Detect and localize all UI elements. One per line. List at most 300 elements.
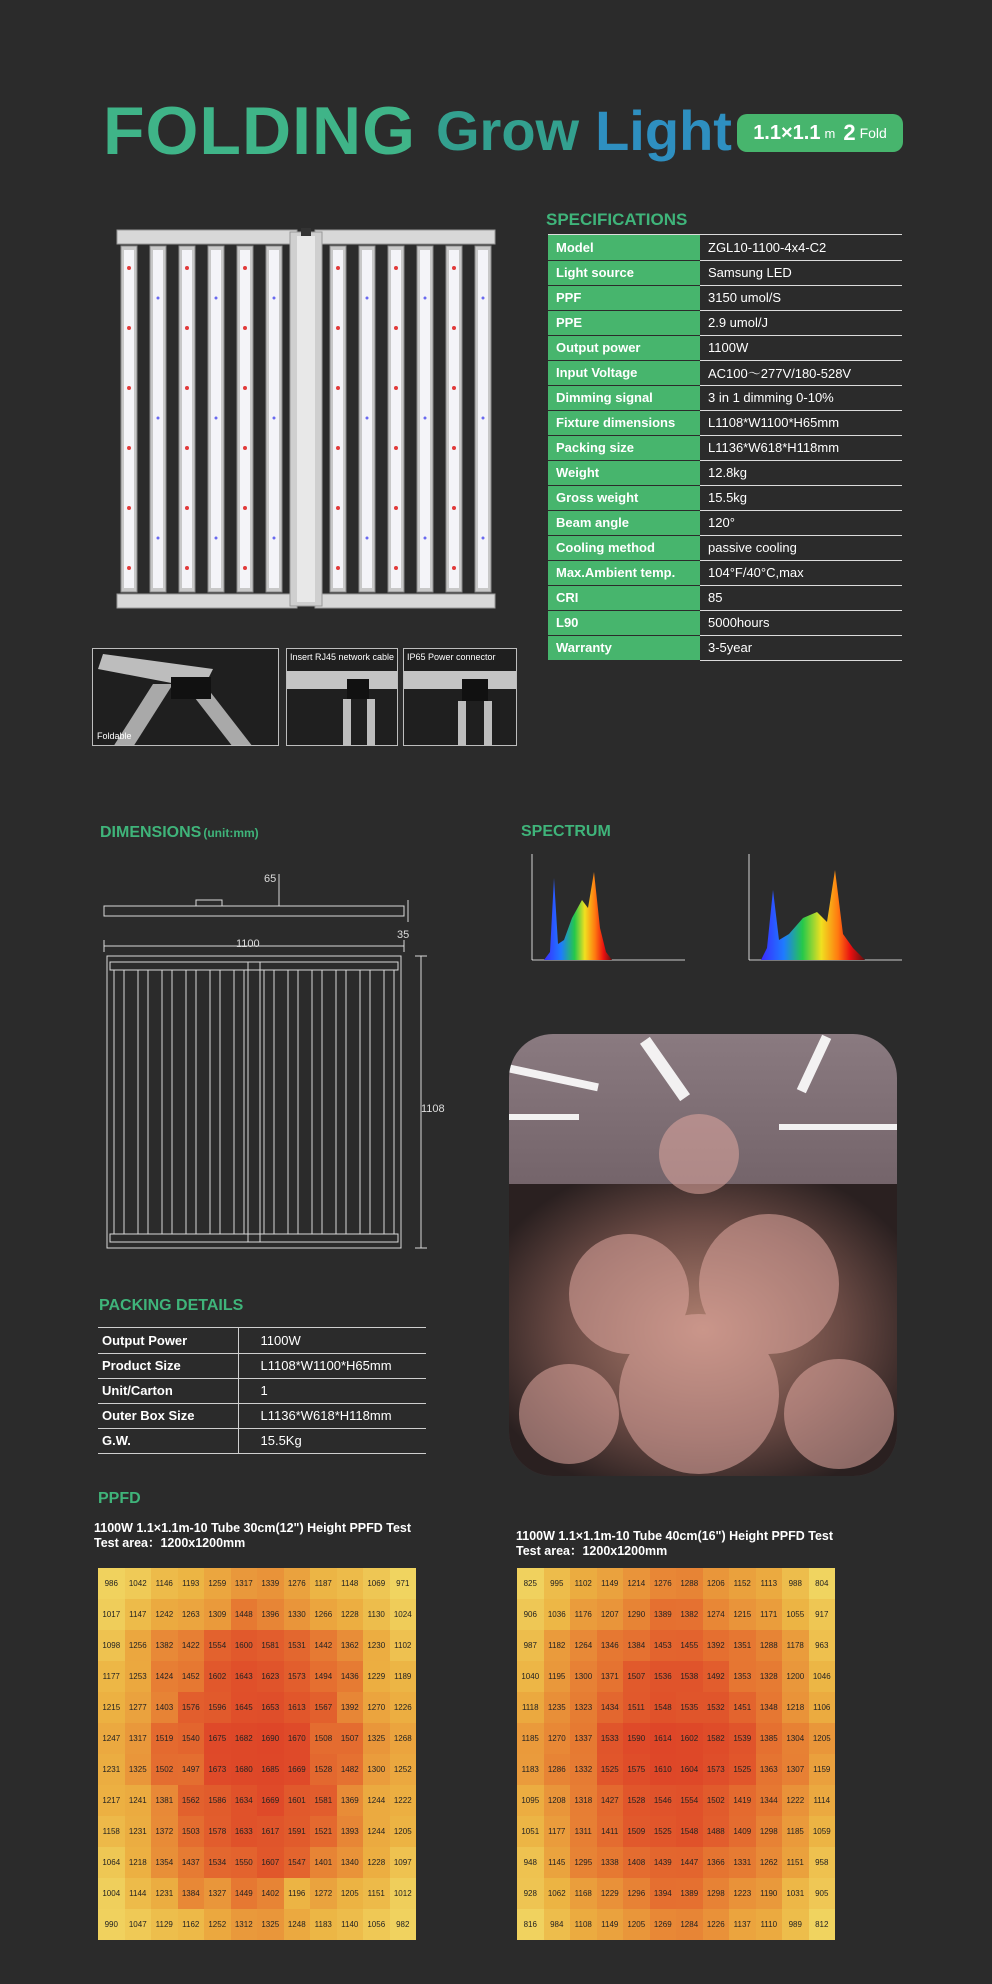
- ppfd-cell: 1183: [310, 1909, 337, 1940]
- ppfd-cell: 1502: [703, 1785, 730, 1816]
- ppfd-cell: 1152: [729, 1568, 756, 1599]
- ppfd-cell: 1309: [204, 1599, 231, 1630]
- ppfd-cell: 1401: [310, 1847, 337, 1878]
- spec-key: Warranty: [548, 635, 700, 660]
- ppfd-cell: 1539: [729, 1723, 756, 1754]
- ppfd-cell: 1226: [703, 1909, 730, 1940]
- spec-value: L1108*W1100*H65mm: [700, 410, 902, 435]
- ppfd-cell: 1610: [650, 1754, 677, 1785]
- ppfd-cell: 1670: [284, 1723, 311, 1754]
- ppfd-cell: 1434: [597, 1692, 624, 1723]
- packing-value: 15.5Kg: [238, 1428, 426, 1453]
- ppfd-cell: 1317: [231, 1568, 258, 1599]
- ppfd-cell: 1064: [98, 1847, 125, 1878]
- ppfd-cell: 990: [98, 1909, 125, 1940]
- title-word-grow: Grow: [435, 99, 580, 162]
- ppfd-cell: 1307: [782, 1754, 809, 1785]
- ppfd-cell: 1217: [98, 1785, 125, 1816]
- ppfd-cell: 804: [809, 1568, 836, 1599]
- badge-unit: m: [824, 125, 836, 141]
- ppfd-cell: 1602: [204, 1661, 231, 1692]
- ppfd-cell: 963: [809, 1630, 836, 1661]
- ppfd-cell: 1110: [756, 1909, 783, 1940]
- ppfd-cell: 1205: [390, 1816, 417, 1847]
- ppfd-cell: 1447: [676, 1847, 703, 1878]
- ppfd-cell: 1653: [257, 1692, 284, 1723]
- spec-row: [548, 235, 902, 260]
- spec-row: [548, 460, 902, 485]
- ppfd-cell: 1252: [390, 1754, 417, 1785]
- ppfd-cell: 1231: [125, 1816, 152, 1847]
- fixture-image: [115, 228, 497, 610]
- spec-key: Output power: [548, 335, 700, 360]
- ppfd-cell: 987: [517, 1630, 544, 1661]
- ppfd-cell: 1427: [597, 1785, 624, 1816]
- ppfd-cell: 1525: [597, 1754, 624, 1785]
- ppfd-cell: 1183: [517, 1754, 544, 1785]
- ppfd-cell: 1602: [676, 1723, 703, 1754]
- ppfd-cell: 1482: [337, 1754, 364, 1785]
- ppfd-cell: 1332: [570, 1754, 597, 1785]
- packing-heading: PACKING DETAILS: [99, 1297, 244, 1314]
- ppfd-cell: 1055: [782, 1599, 809, 1630]
- spec-value: 3 in 1 dimming 0-10%: [700, 385, 902, 410]
- ppfd-cell: 1494: [310, 1661, 337, 1692]
- ppfd-cell: 1354: [151, 1847, 178, 1878]
- spec-row: [548, 285, 902, 310]
- ppfd-cell: 1146: [151, 1568, 178, 1599]
- spec-row: [548, 610, 902, 635]
- ppfd-cell: 1614: [650, 1723, 677, 1754]
- ppfd-cell: 1573: [703, 1754, 730, 1785]
- ppfd-cell: 1012: [390, 1878, 417, 1909]
- ppfd-cell: 1353: [729, 1661, 756, 1692]
- ppfd-cell: 1643: [231, 1661, 258, 1692]
- packing-key: Unit/Carton: [98, 1378, 238, 1403]
- spec-value: 85: [700, 585, 902, 610]
- ppfd-cell: 1228: [363, 1847, 390, 1878]
- ppfd-cell: 1095: [517, 1785, 544, 1816]
- ppfd-cell: 1548: [650, 1692, 677, 1723]
- ppfd-cell: 1036: [544, 1599, 571, 1630]
- ppfd-cell: 1195: [544, 1661, 571, 1692]
- ppfd-cell: 1562: [178, 1785, 205, 1816]
- grow-room-photo: [509, 1034, 897, 1476]
- ppfd-cell: 1675: [204, 1723, 231, 1754]
- spec-value: 3-5year: [700, 635, 902, 660]
- ppfd-cell: 1548: [676, 1816, 703, 1847]
- spec-key: Gross weight: [548, 485, 700, 510]
- ppfd-cell: 1424: [151, 1661, 178, 1692]
- ppfd-cell: 1263: [178, 1599, 205, 1630]
- ppfd-cell: 1196: [284, 1878, 311, 1909]
- ppfd-cell: 1114: [809, 1785, 836, 1816]
- ppfd-cell: 1051: [517, 1816, 544, 1847]
- ppfd-cell: 1439: [650, 1847, 677, 1878]
- ppfd-cell: 1327: [204, 1878, 231, 1909]
- ppfd-cell: 988: [782, 1568, 809, 1599]
- spec-row: [548, 410, 902, 435]
- ppfd-cell: 1312: [231, 1909, 258, 1940]
- ppfd-grid-40cm: [517, 1568, 835, 1940]
- ppfd-cell: 1268: [390, 1723, 417, 1754]
- ppfd-cell: 1607: [257, 1847, 284, 1878]
- ppfd-cell: 1229: [597, 1878, 624, 1909]
- ppfd-cell: 958: [809, 1847, 836, 1878]
- ppfd-cell: 1519: [151, 1723, 178, 1754]
- spec-value: 5000hours: [700, 610, 902, 635]
- ppfd-cell: 1389: [650, 1599, 677, 1630]
- ppfd-cell: 1682: [231, 1723, 258, 1754]
- ppfd-cell: 1205: [337, 1878, 364, 1909]
- ppfd-cell: 1158: [98, 1816, 125, 1847]
- ppfd-cell: 1532: [703, 1692, 730, 1723]
- spec-value: 3150 umol/S: [700, 285, 902, 310]
- packing-row: [98, 1403, 426, 1428]
- ppfd-cell: 948: [517, 1847, 544, 1878]
- ppfd-cell: 1176: [570, 1599, 597, 1630]
- ppfd-cell: 1244: [363, 1785, 390, 1816]
- ppfd-cell: 1276: [650, 1568, 677, 1599]
- ppfd-cell: 1097: [390, 1847, 417, 1878]
- ppfd-cell: 1130: [363, 1599, 390, 1630]
- ppfd-cell: 1534: [204, 1847, 231, 1878]
- ppfd-cell: 1140: [337, 1909, 364, 1940]
- specifications-heading: SPECIFICATIONS: [546, 210, 688, 229]
- ppfd-cell: 1385: [756, 1723, 783, 1754]
- ppfd-cell: 1384: [178, 1878, 205, 1909]
- spec-key: Fixture dimensions: [548, 410, 700, 435]
- dimensions-heading: [100, 824, 259, 842]
- spec-value: 104°F/40°C,max: [700, 560, 902, 585]
- spec-row: [548, 310, 902, 335]
- ppfd-cell: 1546: [650, 1785, 677, 1816]
- ppfd-cell: 1106: [809, 1692, 836, 1723]
- title-word-light: Light: [595, 99, 732, 162]
- ppfd-cell: 1323: [570, 1692, 597, 1723]
- ppfd-cell: 1554: [676, 1785, 703, 1816]
- ppfd-cell: 1205: [623, 1909, 650, 1940]
- ppfd-heading: PPFD: [98, 1490, 141, 1507]
- ppfd-cell: 1601: [284, 1785, 311, 1816]
- ppfd-cell: 1231: [151, 1878, 178, 1909]
- ppfd-cell: 1596: [204, 1692, 231, 1723]
- spec-row: [548, 435, 902, 460]
- spec-value: ZGL10-1100-4x4-C2: [700, 235, 902, 260]
- packing-row: [98, 1378, 426, 1403]
- spec-value: L1136*W618*H118mm: [700, 435, 902, 460]
- ppfd-cell: 1252: [204, 1909, 231, 1940]
- page-title: [103, 86, 732, 169]
- spec-value: 15.5kg: [700, 485, 902, 510]
- thumb-caption: IP65 Power connector: [407, 652, 496, 662]
- ppfd-cell: 1206: [703, 1568, 730, 1599]
- thumb-caption: Foldable: [97, 731, 132, 741]
- spec-row: [548, 260, 902, 285]
- ppfd-cell: 1508: [310, 1723, 337, 1754]
- ppfd-test2-caption: [516, 1529, 833, 1559]
- ppfd-cell: 1344: [756, 1785, 783, 1816]
- ppfd-cell: 1617: [257, 1816, 284, 1847]
- ppfd-cell: 1547: [284, 1847, 311, 1878]
- ppfd-cell: 1340: [337, 1847, 364, 1878]
- ppfd-cell: 1451: [729, 1692, 756, 1723]
- spec-row: [548, 360, 902, 385]
- ppfd-cell: 1047: [125, 1909, 152, 1940]
- ppfd-cell: 1270: [363, 1692, 390, 1723]
- spec-key: L90: [548, 610, 700, 635]
- ppfd-cell: 917: [809, 1599, 836, 1630]
- ppfd-cell: 1205: [809, 1723, 836, 1754]
- ppfd-cell: 812: [809, 1909, 836, 1940]
- ppfd-cell: 1634: [231, 1785, 258, 1816]
- ppfd-cell: 1669: [284, 1754, 311, 1785]
- ppfd-cell: 1102: [570, 1568, 597, 1599]
- ppfd-cell: 1290: [623, 1599, 650, 1630]
- ppfd-cell: 1330: [284, 1599, 311, 1630]
- ppfd-cell: 1673: [204, 1754, 231, 1785]
- ppfd-cell: 1384: [623, 1630, 650, 1661]
- thumb-caption: Insert RJ45 network cable: [290, 652, 395, 662]
- ppfd-cell: 1226: [390, 1692, 417, 1723]
- spec-value: Samsung LED: [700, 260, 902, 285]
- dim-width-label: 1100: [236, 938, 260, 950]
- packing-key: Output Power: [98, 1328, 238, 1353]
- badge-count: 2: [843, 120, 856, 145]
- ppfd-cell: 1040: [517, 1661, 544, 1692]
- packing-row: [98, 1328, 426, 1353]
- ppfd-cell: 1525: [729, 1754, 756, 1785]
- ppfd-cell: 905: [809, 1878, 836, 1909]
- ppfd-cell: 995: [544, 1568, 571, 1599]
- spec-value: 2.9 umol/J: [700, 310, 902, 335]
- spec-value: passive cooling: [700, 535, 902, 560]
- ppfd-cell: 1231: [98, 1754, 125, 1785]
- title-word-folding: FOLDING: [103, 93, 416, 169]
- ppfd-cell: 1669: [257, 1785, 284, 1816]
- ppfd-cell: 1581: [310, 1785, 337, 1816]
- spec-row: [548, 510, 902, 535]
- ppfd-cell: 1147: [125, 1599, 152, 1630]
- ppfd-cell: 1392: [703, 1630, 730, 1661]
- spec-key: Dimming signal: [548, 385, 700, 410]
- ppfd-cell: 1578: [204, 1816, 231, 1847]
- ppfd-cell: 989: [782, 1909, 809, 1940]
- ppfd-cell: 1304: [782, 1723, 809, 1754]
- spec-row: [548, 385, 902, 410]
- spec-key: Light source: [548, 260, 700, 285]
- ppfd-cell: 1187: [310, 1568, 337, 1599]
- ppfd-cell: 1276: [284, 1568, 311, 1599]
- ppfd-cell: 1393: [337, 1816, 364, 1847]
- badge-size: 1.1×1.1: [753, 121, 821, 144]
- ppfd-cell: 1685: [257, 1754, 284, 1785]
- ppfd-cell: 971: [390, 1568, 417, 1599]
- ppfd-cell: 1318: [570, 1785, 597, 1816]
- ppfd-cell: 1102: [390, 1630, 417, 1661]
- ppfd-cell: 1586: [204, 1785, 231, 1816]
- ppfd-cell: 1437: [178, 1847, 205, 1878]
- ppfd-cell: 1449: [231, 1878, 258, 1909]
- ppfd-test2-area: Test area：1200x1200mm: [516, 1544, 668, 1558]
- ppfd-cell: 1056: [363, 1909, 390, 1940]
- ppfd-cell: 1059: [809, 1816, 836, 1847]
- packing-value: L1108*W1100*H65mm: [238, 1353, 426, 1378]
- ppfd-cell: 1017: [98, 1599, 125, 1630]
- ppfd-cell: 1363: [756, 1754, 783, 1785]
- ppfd-cell: 1222: [782, 1785, 809, 1816]
- ppfd-cell: 1259: [204, 1568, 231, 1599]
- spec-row: [548, 585, 902, 610]
- ppfd-cell: 982: [390, 1909, 417, 1940]
- ppfd-cell: 986: [98, 1568, 125, 1599]
- ppfd-cell: 1277: [125, 1692, 152, 1723]
- ppfd-cell: 1419: [729, 1785, 756, 1816]
- ppfd-cell: 1525: [650, 1816, 677, 1847]
- spec-key: Packing size: [548, 435, 700, 460]
- ppfd-cell: 1633: [231, 1816, 258, 1847]
- ppfd-cell: 1325: [257, 1909, 284, 1940]
- ppfd-cell: 1492: [703, 1661, 730, 1692]
- dim-height-label: 65: [264, 873, 277, 885]
- ppfd-cell: 1528: [623, 1785, 650, 1816]
- ppfd-cell: 1369: [337, 1785, 364, 1816]
- ppfd-cell: 1550: [231, 1847, 258, 1878]
- ppfd-cell: 1317: [125, 1723, 152, 1754]
- spec-key: Beam angle: [548, 510, 700, 535]
- spec-row: [548, 335, 902, 360]
- ppfd-cell: 1223: [729, 1878, 756, 1909]
- ppfd-cell: 1366: [703, 1847, 730, 1878]
- spec-value: AC100～277V/180-528V: [700, 360, 902, 385]
- dim-depth-label: 35: [397, 929, 410, 941]
- ppfd-cell: 1298: [703, 1878, 730, 1909]
- ppfd-cell: 1488: [703, 1816, 730, 1847]
- ppfd-test1-area: Test area：1200x1200mm: [94, 1536, 246, 1550]
- packing-value: 1100W: [238, 1328, 426, 1353]
- spec-value: 120°: [700, 510, 902, 535]
- ppfd-cell: 1576: [178, 1692, 205, 1723]
- ppfd-cell: 1185: [782, 1816, 809, 1847]
- specifications-table: [548, 235, 902, 661]
- ppfd-cell: 1214: [623, 1568, 650, 1599]
- ppfd-cell: 1600: [231, 1630, 258, 1661]
- ppfd-cell: 1208: [544, 1785, 571, 1816]
- ppfd-cell: 1151: [782, 1847, 809, 1878]
- ppfd-cell: 1177: [544, 1816, 571, 1847]
- packing-row: [98, 1428, 426, 1453]
- dimensions-unit: (unit:mm): [203, 826, 259, 840]
- ppfd-cell: 1148: [337, 1568, 364, 1599]
- spec-key: PPE: [548, 310, 700, 335]
- ppfd-cell: 1235: [544, 1692, 571, 1723]
- ppfd-cell: 1411: [597, 1816, 624, 1847]
- ppfd-cell: 1218: [782, 1692, 809, 1723]
- spec-key: Max.Ambient temp.: [548, 560, 700, 585]
- ppfd-cell: 1218: [125, 1847, 152, 1878]
- ppfd-cell: 1269: [650, 1909, 677, 1940]
- ppfd-cell: 1503: [178, 1816, 205, 1847]
- ppfd-cell: 1228: [337, 1599, 364, 1630]
- packing-value: 1: [238, 1378, 426, 1403]
- ppfd-cell: 1339: [257, 1568, 284, 1599]
- ppfd-cell: 1337: [570, 1723, 597, 1754]
- ppfd-cell: 1382: [676, 1599, 703, 1630]
- ppfd-cell: 1190: [756, 1878, 783, 1909]
- ppfd-cell: 1288: [676, 1568, 703, 1599]
- packing-table: [98, 1328, 426, 1454]
- ppfd-cell: 1533: [597, 1723, 624, 1754]
- ppfd-cell: 1507: [623, 1661, 650, 1692]
- ppfd-test1-caption: [94, 1521, 411, 1551]
- ppfd-cell: 1573: [284, 1661, 311, 1692]
- ppfd-cell: 1024: [390, 1599, 417, 1630]
- ppfd-cell: 1645: [231, 1692, 258, 1723]
- ppfd-cell: 1531: [284, 1630, 311, 1661]
- ppfd-cell: 1253: [125, 1661, 152, 1692]
- ppfd-cell: 1171: [756, 1599, 783, 1630]
- ppfd-cell: 1229: [363, 1661, 390, 1692]
- ppfd-cell: 1311: [570, 1816, 597, 1847]
- ppfd-cell: 1118: [517, 1692, 544, 1723]
- ppfd-cell: 1177: [98, 1661, 125, 1692]
- ppfd-cell: 1362: [337, 1630, 364, 1661]
- ppfd-cell: 1502: [151, 1754, 178, 1785]
- ppfd-cell: 1448: [231, 1599, 258, 1630]
- ppfd-cell: 1591: [284, 1816, 311, 1847]
- spectrum-heading: SPECTRUM: [521, 823, 611, 840]
- ppfd-grid-30cm: [98, 1568, 416, 1940]
- ppfd-cell: 1256: [125, 1630, 152, 1661]
- ppfd-cell: 1145: [544, 1847, 571, 1878]
- ppfd-cell: 1325: [125, 1754, 152, 1785]
- ppfd-cell: 1623: [257, 1661, 284, 1692]
- packing-key: Outer Box Size: [98, 1403, 238, 1428]
- spec-key: Weight: [548, 460, 700, 485]
- ppfd-cell: 1536: [650, 1661, 677, 1692]
- ppfd-cell: 1338: [597, 1847, 624, 1878]
- ppfd-cell: 1442: [310, 1630, 337, 1661]
- ppfd-cell: 1402: [257, 1878, 284, 1909]
- ppfd-cell: 1185: [517, 1723, 544, 1754]
- ppfd-cell: 1189: [390, 1661, 417, 1692]
- spec-key: Model: [548, 235, 700, 260]
- ppfd-cell: 1331: [729, 1847, 756, 1878]
- ppfd-cell: 1346: [597, 1630, 624, 1661]
- ppfd-cell: 1690: [257, 1723, 284, 1754]
- ppfd-cell: 1129: [151, 1909, 178, 1940]
- ppfd-cell: 1296: [623, 1878, 650, 1909]
- ppfd-cell: 1511: [623, 1692, 650, 1723]
- spec-row: [548, 560, 902, 585]
- ppfd-cell: 1422: [178, 1630, 205, 1661]
- ppfd-cell: 1149: [597, 1909, 624, 1940]
- spec-row: [548, 635, 902, 660]
- spec-row: [548, 535, 902, 560]
- spectrum-chart-right: [737, 848, 907, 966]
- ppfd-cell: 1046: [809, 1661, 836, 1692]
- ppfd-cell: 1351: [729, 1630, 756, 1661]
- ppfd-cell: 1222: [390, 1785, 417, 1816]
- ppfd-cell: 1300: [570, 1661, 597, 1692]
- ppfd-cell: 1168: [570, 1878, 597, 1909]
- spec-key: PPF: [548, 285, 700, 310]
- ppfd-cell: 1004: [98, 1878, 125, 1909]
- ppfd-cell: 1540: [178, 1723, 205, 1754]
- ppfd-cell: 1042: [125, 1568, 152, 1599]
- packing-key: Product Size: [98, 1353, 238, 1378]
- ppfd-cell: 1507: [337, 1723, 364, 1754]
